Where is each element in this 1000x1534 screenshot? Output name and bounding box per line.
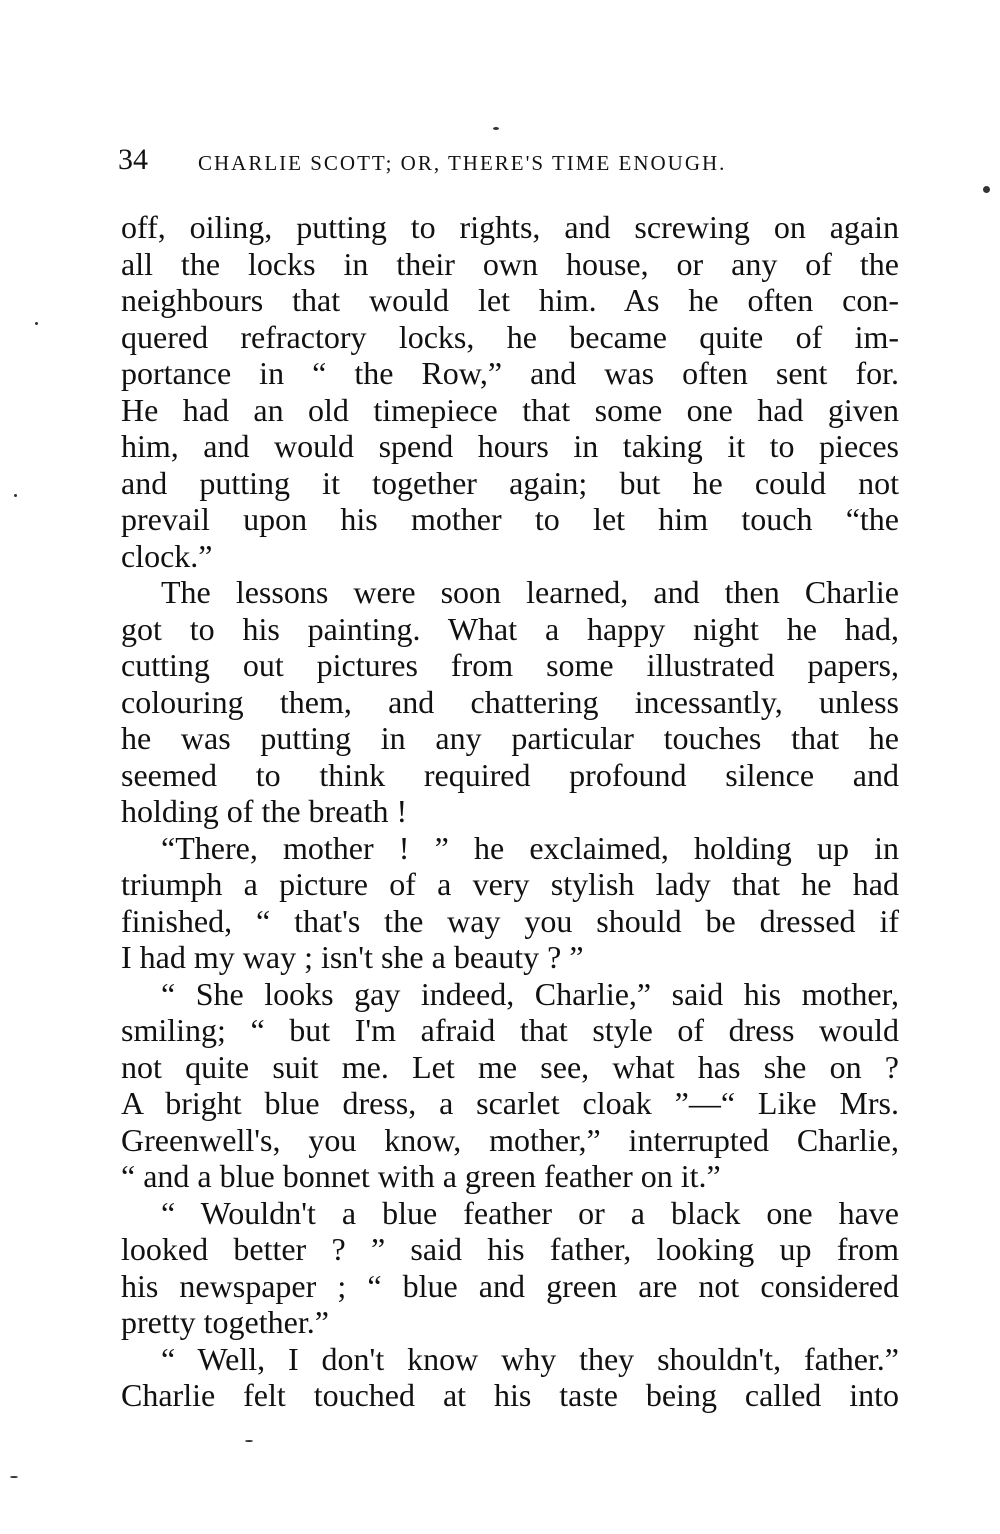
text-line: quered refractory locks, he became quite of im- [121, 318, 899, 355]
page-header [118, 142, 858, 182]
text-line: his newspaper ; “ blue and green are not considered [121, 1267, 899, 1304]
page-number: 34 [118, 143, 148, 176]
text-line: and putting it together again; but he could not [121, 464, 899, 501]
print-speck [10, 1476, 18, 1478]
text-line: seemed to think required profound silence and [121, 756, 899, 793]
running-head: CHARLIE SCOTT; OR, THERE'S TIME ENOUGH. [198, 151, 727, 175]
text-line: prevail upon his mother to let him touch “the [121, 501, 899, 537]
text-line: he was putting in any particular touches that he [121, 720, 899, 756]
text-line: pretty together.” [121, 1304, 329, 1340]
text-line: I had my way ; isn't she a beauty ? ” [121, 939, 584, 975]
text-line: clock.” [121, 537, 213, 574]
print-speck [35, 322, 38, 325]
text-line: smiling; “ but I'm afraid that style of dress would [121, 1012, 899, 1048]
text-line: A bright blue dress, a scarlet cloak ”—“ Like Mrs. [121, 1085, 899, 1121]
text-line: “ She looks gay indeed, Charlie,” said his mother, [161, 975, 899, 1012]
text-line: colouring them, and chattering incessantly, unless [121, 683, 899, 720]
text-line: Charlie felt touched at his taste being called into [121, 1377, 899, 1413]
text-line: him, and would spend hours in taking it to pieces [121, 428, 899, 464]
print-speck [14, 494, 17, 497]
text-line: The lessons were soon learned, and then Charlie [161, 574, 899, 610]
text-line: not quite suit me. Let me see, what has she on ? [121, 1048, 899, 1085]
text-line: Greenwell's, you know, mother,” interrupted Charlie, [121, 1121, 899, 1158]
text-line: off, oiling, putting to rights, and screwing on again [121, 209, 899, 245]
text-line: “ and a blue bonnet with a green feather on it.” [121, 1158, 721, 1194]
text-line: “ Well, I don't know why they shouldn't, father.” [161, 1340, 899, 1377]
body-text [121, 209, 899, 1414]
text-line: “There, mother ! ” he exclaimed, holding up in [161, 829, 899, 866]
print-speck [245, 1440, 253, 1442]
text-line: all the locks in their own house, or any of the [121, 245, 899, 282]
text-line: triumph a picture of a very stylish lady that he had [121, 866, 899, 902]
print-speck [493, 127, 499, 130]
text-line: He had an old timepiece that some one had given [121, 391, 899, 428]
print-speck [983, 186, 990, 193]
text-line: cutting out pictures from some illustrated papers, [121, 647, 899, 683]
text-line: holding of the breath ! [121, 793, 408, 829]
text-line: portance in “ the Row,” and was often sent for. [121, 355, 899, 391]
text-line: looked better ? ” said his father, looking up from [121, 1231, 899, 1267]
text-line: “ Wouldn't a blue feather or a black one have [161, 1194, 899, 1231]
text-line: neighbours that would let him. As he often con- [121, 282, 899, 318]
text-line: finished, “ that's the way you should be dressed if [121, 902, 899, 939]
text-line: got to his painting. What a happy night he had, [121, 610, 899, 647]
